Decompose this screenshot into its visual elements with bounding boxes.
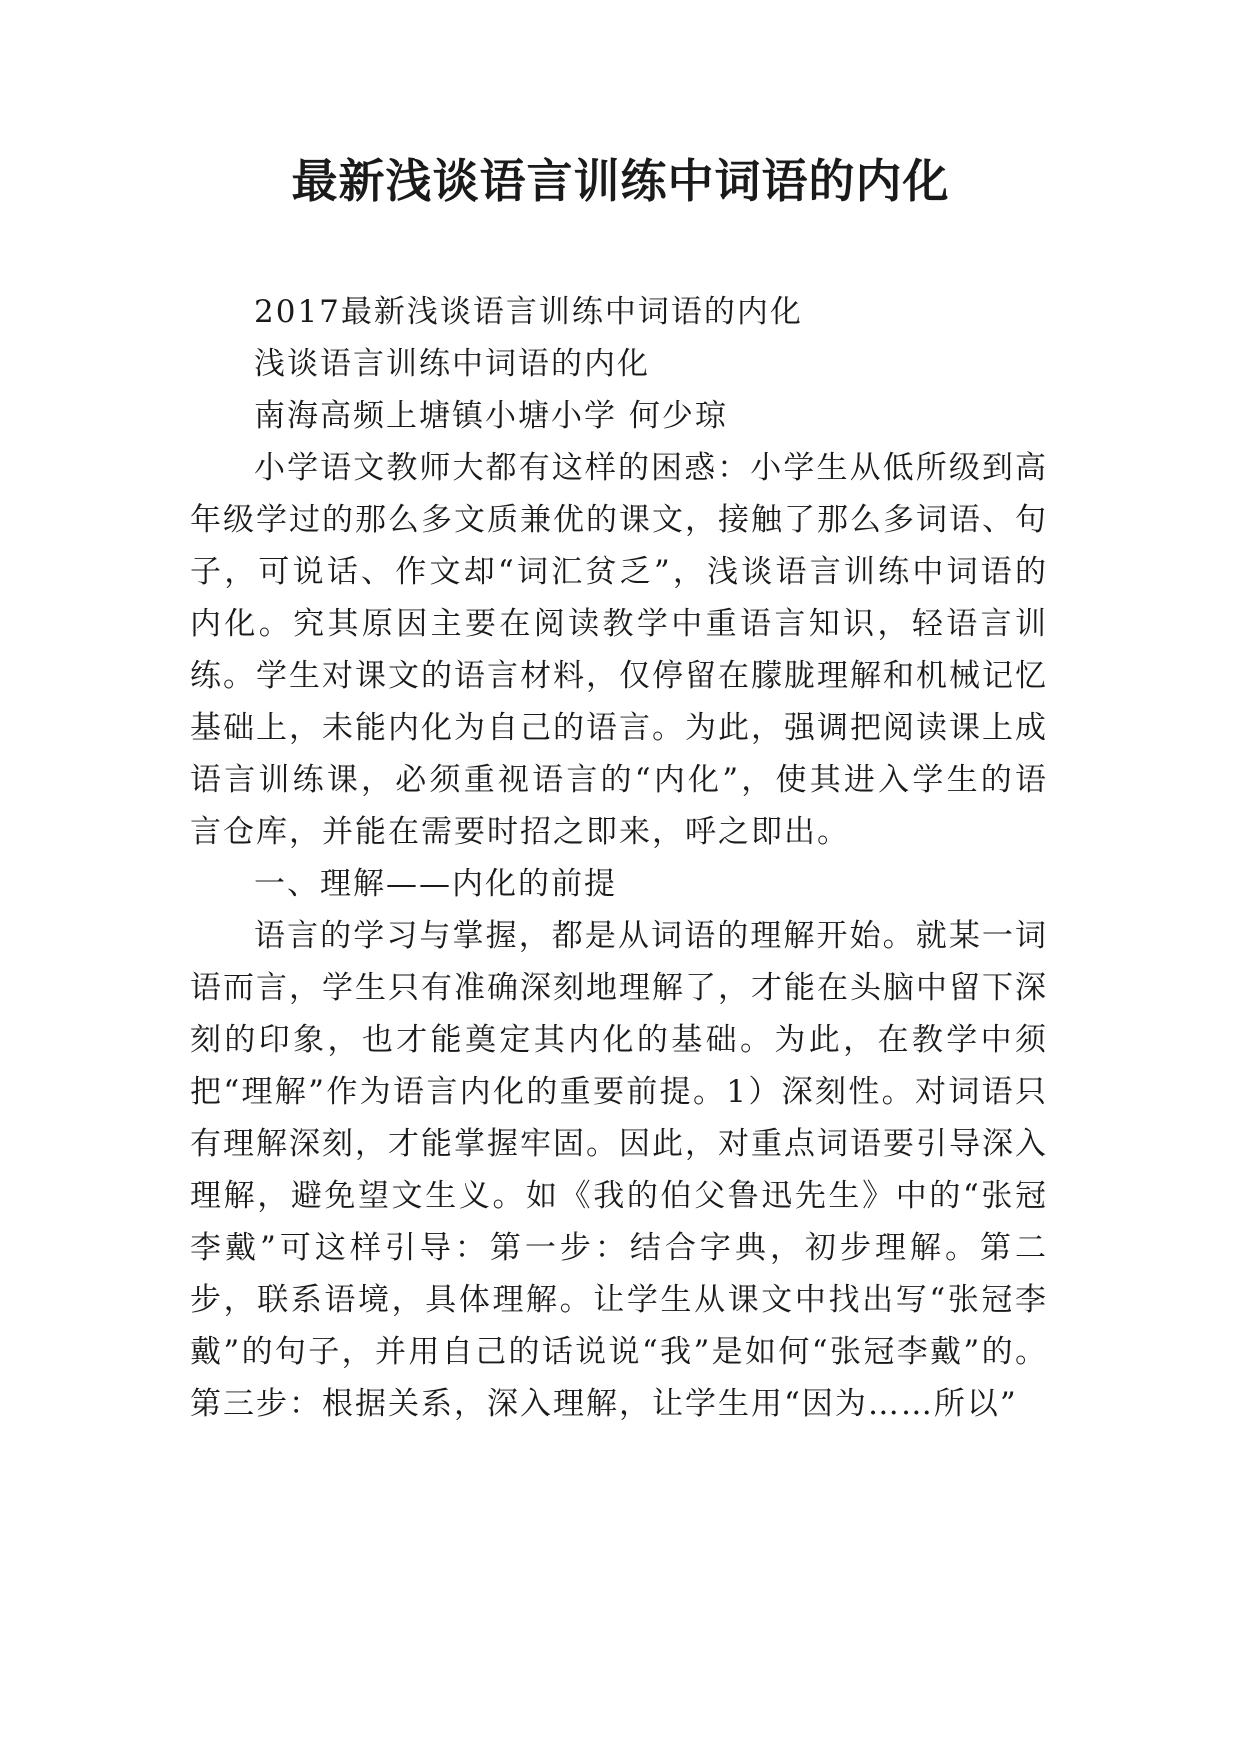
section-heading: 一、理解——内化的前提: [254, 866, 617, 902]
paragraph-intro: 小学语文教师大都有这样的困惑：小学生从低所级到高年级学过的那么多文质兼优的课文，接触了那么多词语、句子，可说话、作文却“词汇贫乏”，浅谈语言训练中词语的内化。究其原因主要在阅读教学中重语言知识，轻语言训练。学生对课文的语言材料，仅停留在朦胧理解和机械记忆基础上，未能内化为自己的语言。为此，强调把阅读课上成语言训练课，必须重视语言的“内化”，使其进入学生的语言仓库，并能在需要时招之即来，呼之即出。: [190, 450, 1048, 850]
subtitle-line: 2017最新浅谈语言训练中词语的内化: [254, 294, 803, 330]
document-body: [190, 286, 1048, 1430]
paragraph-understanding: 语言的学习与掌握，都是从词语的理解开始。就某一词语而言，学生只有准确深刻地理解了，才能在头脑中留下深刻的印象，也才能奠定其内化的基础。为此，在教学中须把“理解”作为语言内化的重要前提。1）深刻性。对词语只有理解深刻，才能掌握牢固。因此，对重点词语要引导深入理解，避免望文生义。如《我的伯父鲁迅先生》中的“张冠李戴”可这样引导：第一步：结合字典，初步理解。第二步，联系语境，具体理解。让学生从课文中找出写“张冠李戴”的句子，并用自己的话说说“我”是如何“张冠李戴”的。第三步：根据关系，深入理解，让学生用“因为……所以”: [190, 918, 1048, 1422]
article-title-line: 浅谈语言训练中词语的内化: [254, 346, 650, 382]
document-title: 最新浅谈语言训练中词语的内化: [291, 154, 950, 208]
author-line: 南海高频上塘镇小塘小学 何少琼: [254, 398, 728, 434]
